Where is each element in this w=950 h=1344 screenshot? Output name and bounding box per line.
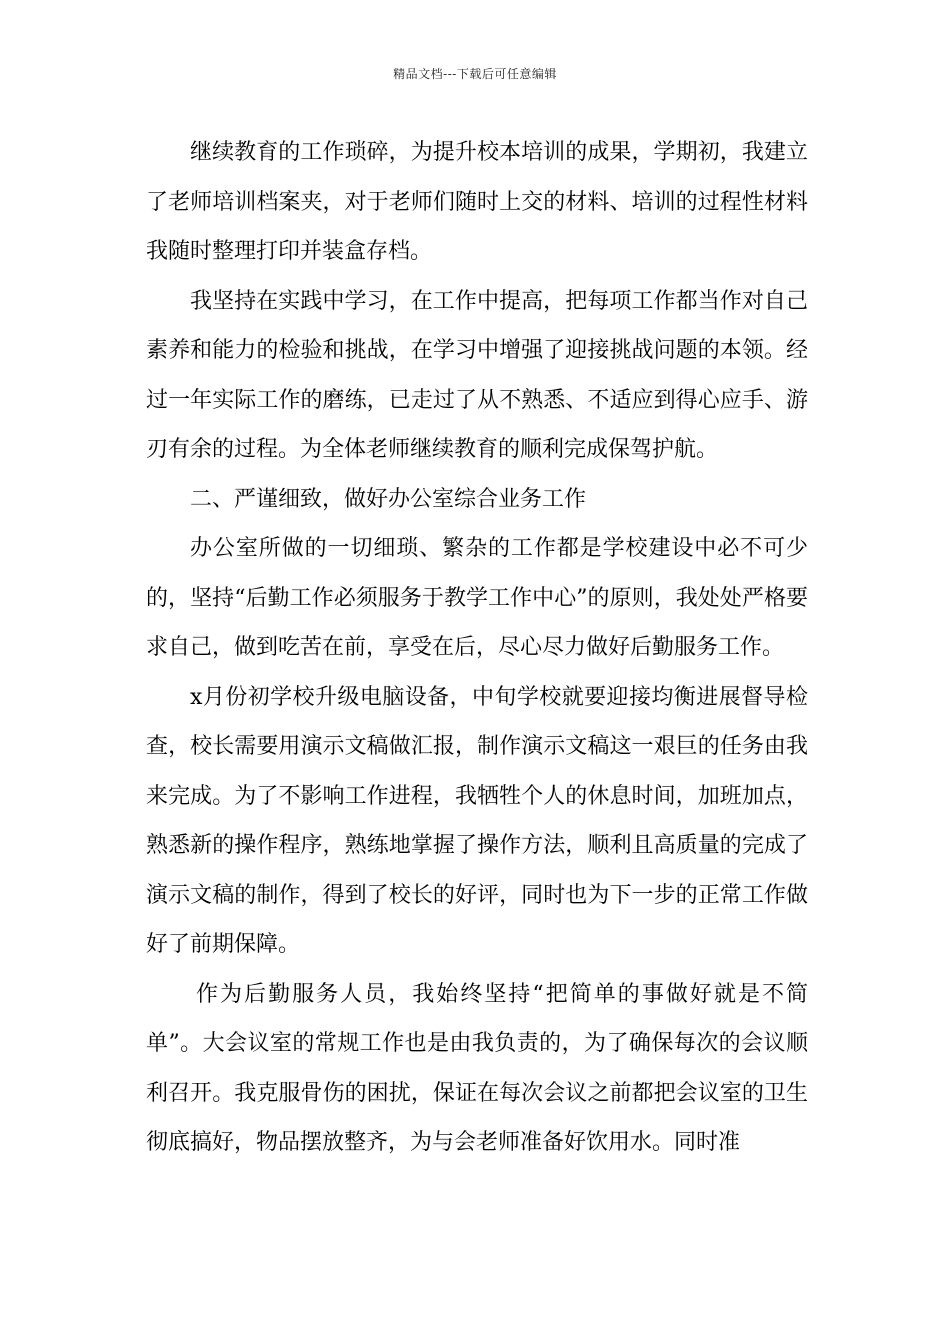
- paragraph-meeting-room: 作为后勤服务人员，我始终坚持“把简单的事做好就是不简单”。大会议室的常规工作也是由我负责的，为了确保每次的会议顺利召开。我克服骨伤的困扰，保证在每次会议之前都把会议室的卫生彻底搞好，物品摆放整齐，为与会老师准备好饮用水。同时准: [146, 981, 808, 1155]
- paragraph-practice-learning: 我坚持在实践中学习，在工作中提高，把每项工作都当作对自己素养和能力的检验和挑战，在学习中增强了迎接挑战问题的本领。经过一年实际工作的磨练，已走过了从不熟悉、不适应到得心应手、游刃有余的过程。为全体老师继续教育的顺利完成保驾护航。: [146, 288, 808, 462]
- paragraph-presentation-task: x月份初学校升级电脑设备，中旬学校就要迎接均衡进展督导检查，校长需要用演示文稿做汇报，制作演示文稿这一艰巨的任务由我来完成。为了不影响工作进程，我牺牲个人的休息时间，加班加点，熟悉新的操作程序，熟练地掌握了操作方法，顺利且高质量的完成了演示文稿的制作，得到了校长的好评，同时也为下一步的正常工作做好了前期保障。: [146, 684, 808, 957]
- section-heading-office-work: 二、严谨细致，做好办公室综合业务工作: [190, 486, 587, 512]
- page-header: 精品文档---下载后可任意编辑: [393, 67, 557, 81]
- document-body: [146, 128, 808, 1168]
- paragraph-office-duties: 办公室所做的一切细琐、繁杂的工作都是学校建设中必不可少的，坚持“后勤工作必须服务于教学工作中心”的原则，我处处严格要求自己，做到吃苦在前，享受在后，尽心尽力做好后勤服务工作。: [146, 536, 808, 660]
- paragraph-continuing-education: 继续教育的工作琐碎，为提升校本培训的成果，学期初，我建立了老师培训档案夹，对于老师们随时上交的材料、培训的过程性材料我随时整理打印并装盒存档。: [146, 140, 808, 264]
